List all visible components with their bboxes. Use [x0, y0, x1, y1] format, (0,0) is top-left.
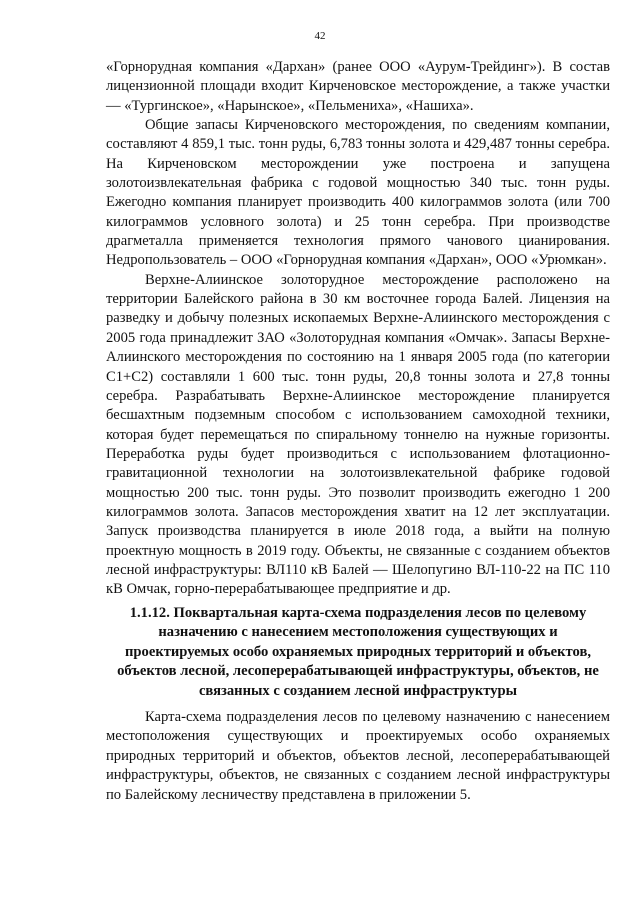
paragraph-verkhne-aliinskoe: Верхне-Алиинское золоторудное месторождение расположено на территории Балейского района в 30 км восточнее города Балей. Лицензия на разведку и добычу полезных ископаемых Верхне-Алиинского месторождения с 2005 года принадлежит ЗАО «Золоторудная компания «Омчак». Запасы Верхне-Алиинского месторождения по состоянию на 1 января 2005 года (по категории С1+С2) составляли 1 600 тыс. тонн руды, 20,8 тонны золота и 27,8 тонны серебра. Разрабатывать Верхне-Алиинское месторождение планируется бесшахтным подземным способом с использованием самоходной техники, которая будет перемещаться по спиральному тоннелю на нужные горизонты. Переработка руды будет производиться с использованием флотационно-гравитационной технологии на золотоизвлекательной фабрике годовой мощностью 200 тыс. тонн руды. Это позволит производить ежегодно 1 200 килограммов золота. Запасов месторождения хватит на 12 лет эксплуатации. Запуск производства планируется в июле 2018 года, а выйти на полную проектную мощность в 2019 году. Объекты, не связанные с созданием объектов лесной инфраструктуры: ВЛ110 кВ Балей — Шелопугино ВЛ-110-22 на ПС 110 кВ Омчак, горно-перерабатывающее предприятие и др. [106, 271, 610, 598]
paragraph-company-continuation: «Горнорудная компания «Дархан» (ранее ООО «Аурум-Трейдинг»). В состав лицензионной площади входит Кирченовское месторождение, а также участки — «Тургинское», «Нарынское», «Пельмениха», «Нашиха». [106, 59, 610, 114]
paragraph-kirchenovskoe-reserves: Общие запасы Кирченовского месторождения, по сведениям компании, составляют 4 859,1 тыс. тонн руды, 6,783 тонны золота и 429,487 тонны серебра. На Кирченовском месторождении уже построена и запущена золотоизвлекательная фабрика с годовой мощностью 340 тыс. тонн руды. Ежегодно компания планирует производить 400 килограммов золота (или 700 килограммов условного золота) и 25 тонн серебра. При производстве драгметалла применяется технология прямого чанового цианирования. Недропользователь – ООО «Горнорудная компания «Дархан», ООО «Урюмкан». [106, 117, 610, 269]
paragraph-map-scheme: Карта-схема подразделения лесов по целевому назначению с нанесением местоположения существующих и проектируемых особо охраняемых природных территорий и объектов, объектов лесной, лесоперерабатывающей инфраструктуры, объектов, не связанных с созданием лесной инфраструктуры по Балейскому лесничеству представлена в приложении 5. [106, 709, 610, 803]
page-body [106, 58, 610, 805]
page-number: 42 [314, 30, 326, 42]
section-heading: 1.1.12. Поквартальная карта-схема подразделения лесов по целевому назначению с нанесением местоположения существующих и проектируемых особо охраняемых природных территорий и объектов, объектов лесной, лесоперерабатывающей инфраструктуры, объектов, не связанных с созданием лесной инфраструктуры [117, 604, 599, 699]
